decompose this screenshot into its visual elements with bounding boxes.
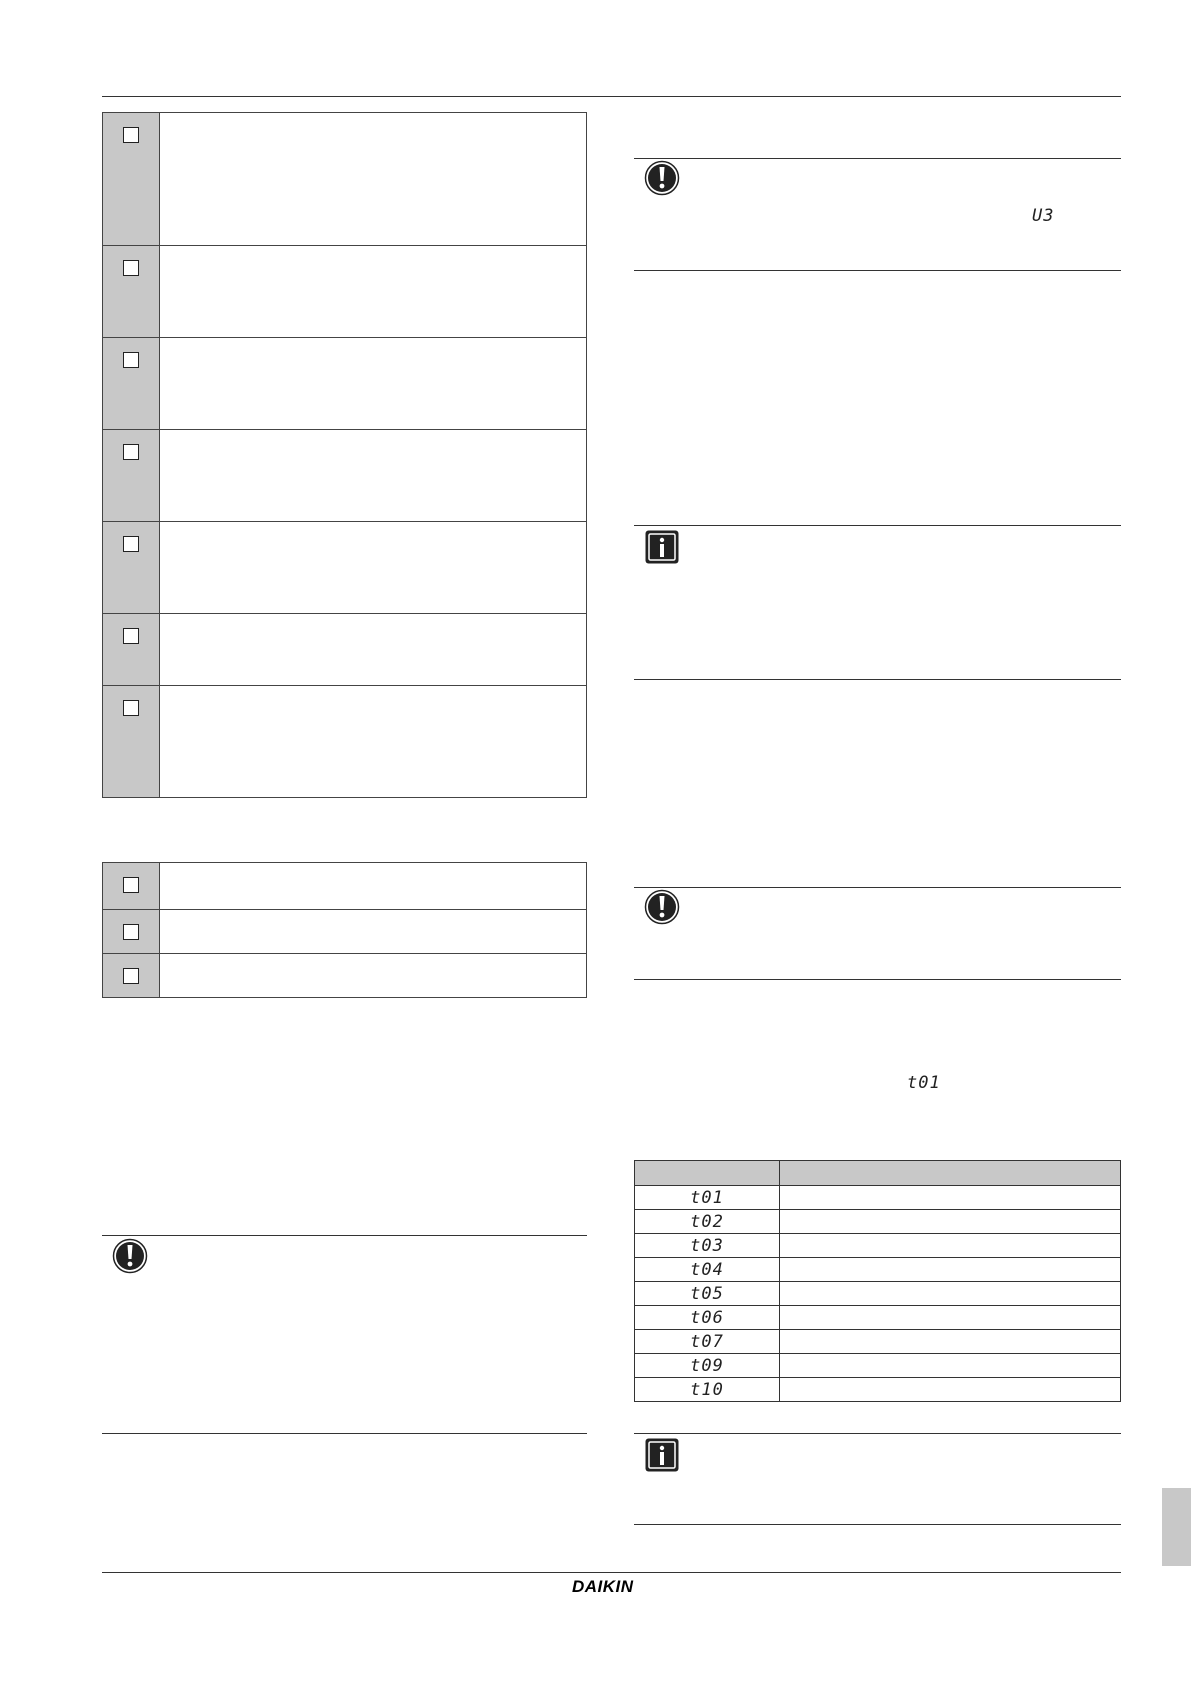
- checklist-row: [103, 953, 586, 997]
- note-rule-top: [102, 1235, 587, 1236]
- test-code: t06: [690, 1307, 724, 1328]
- checkbox[interactable]: [123, 127, 139, 143]
- note-rule-bottom: [634, 270, 1121, 271]
- checklist-row: [103, 863, 586, 909]
- test-code: t02: [690, 1211, 724, 1232]
- test-code: t10: [690, 1379, 724, 1400]
- note-rule-bottom: [102, 1433, 587, 1434]
- test-code: t09: [690, 1355, 724, 1376]
- test-code: t01: [690, 1187, 724, 1208]
- note-rule-bottom: [634, 979, 1121, 980]
- checklist-row: [103, 521, 586, 613]
- checkbox[interactable]: [123, 968, 139, 984]
- table-row: [635, 1378, 1121, 1402]
- checklist-row: [103, 113, 586, 245]
- table-header: [780, 1161, 1121, 1186]
- daikin-logo: DAIKIN: [572, 1577, 634, 1596]
- table-row: [635, 1258, 1121, 1282]
- test-code: t04: [690, 1259, 724, 1280]
- table-row: [635, 1306, 1121, 1330]
- test-code: t03: [690, 1235, 724, 1256]
- checklist-row: [103, 909, 586, 953]
- checkbox[interactable]: [123, 536, 139, 552]
- test-code: t07: [690, 1331, 724, 1352]
- footer-rule: [102, 1572, 1121, 1573]
- test-code: t05: [690, 1283, 724, 1304]
- info-icon: [644, 1437, 680, 1473]
- checklist-final: [102, 862, 587, 998]
- checkbox[interactable]: [123, 877, 139, 893]
- warning-icon: [112, 1238, 148, 1274]
- note-rule-top: [634, 887, 1121, 888]
- note-rule-bottom: [634, 1524, 1121, 1525]
- note-rule-top: [634, 1433, 1121, 1434]
- checkbox[interactable]: [123, 628, 139, 644]
- table-row: [635, 1210, 1121, 1234]
- test-code-t01: t01: [907, 1073, 941, 1093]
- note-rule-bottom: [634, 679, 1121, 680]
- table-header: [635, 1161, 780, 1186]
- warning-icon: [644, 889, 680, 925]
- table-row: [635, 1282, 1121, 1306]
- note-rule-top: [634, 525, 1121, 526]
- table-row: [635, 1186, 1121, 1210]
- checkbox[interactable]: [123, 924, 139, 940]
- section-tab-marker: [1162, 1488, 1191, 1566]
- checklist-row: [103, 613, 586, 685]
- test-code-table: [634, 1160, 1121, 1402]
- checklist-row: [103, 429, 586, 521]
- table-row: [635, 1330, 1121, 1354]
- checklist-row: [103, 685, 586, 797]
- checkbox[interactable]: [123, 444, 139, 460]
- checkbox[interactable]: [123, 260, 139, 276]
- checklist-row: [103, 337, 586, 429]
- error-code-u3: U3: [1032, 206, 1055, 226]
- checkbox[interactable]: [123, 352, 139, 368]
- note-rule-top: [634, 158, 1121, 159]
- warning-icon: [644, 160, 680, 196]
- checkbox[interactable]: [123, 700, 139, 716]
- checklist-installation: [102, 112, 587, 798]
- table-row: [635, 1234, 1121, 1258]
- info-icon: [644, 529, 680, 565]
- checklist-row: [103, 245, 586, 337]
- table-row: [635, 1354, 1121, 1378]
- header-rule: [102, 96, 1121, 97]
- table-header-row: [635, 1161, 1121, 1186]
